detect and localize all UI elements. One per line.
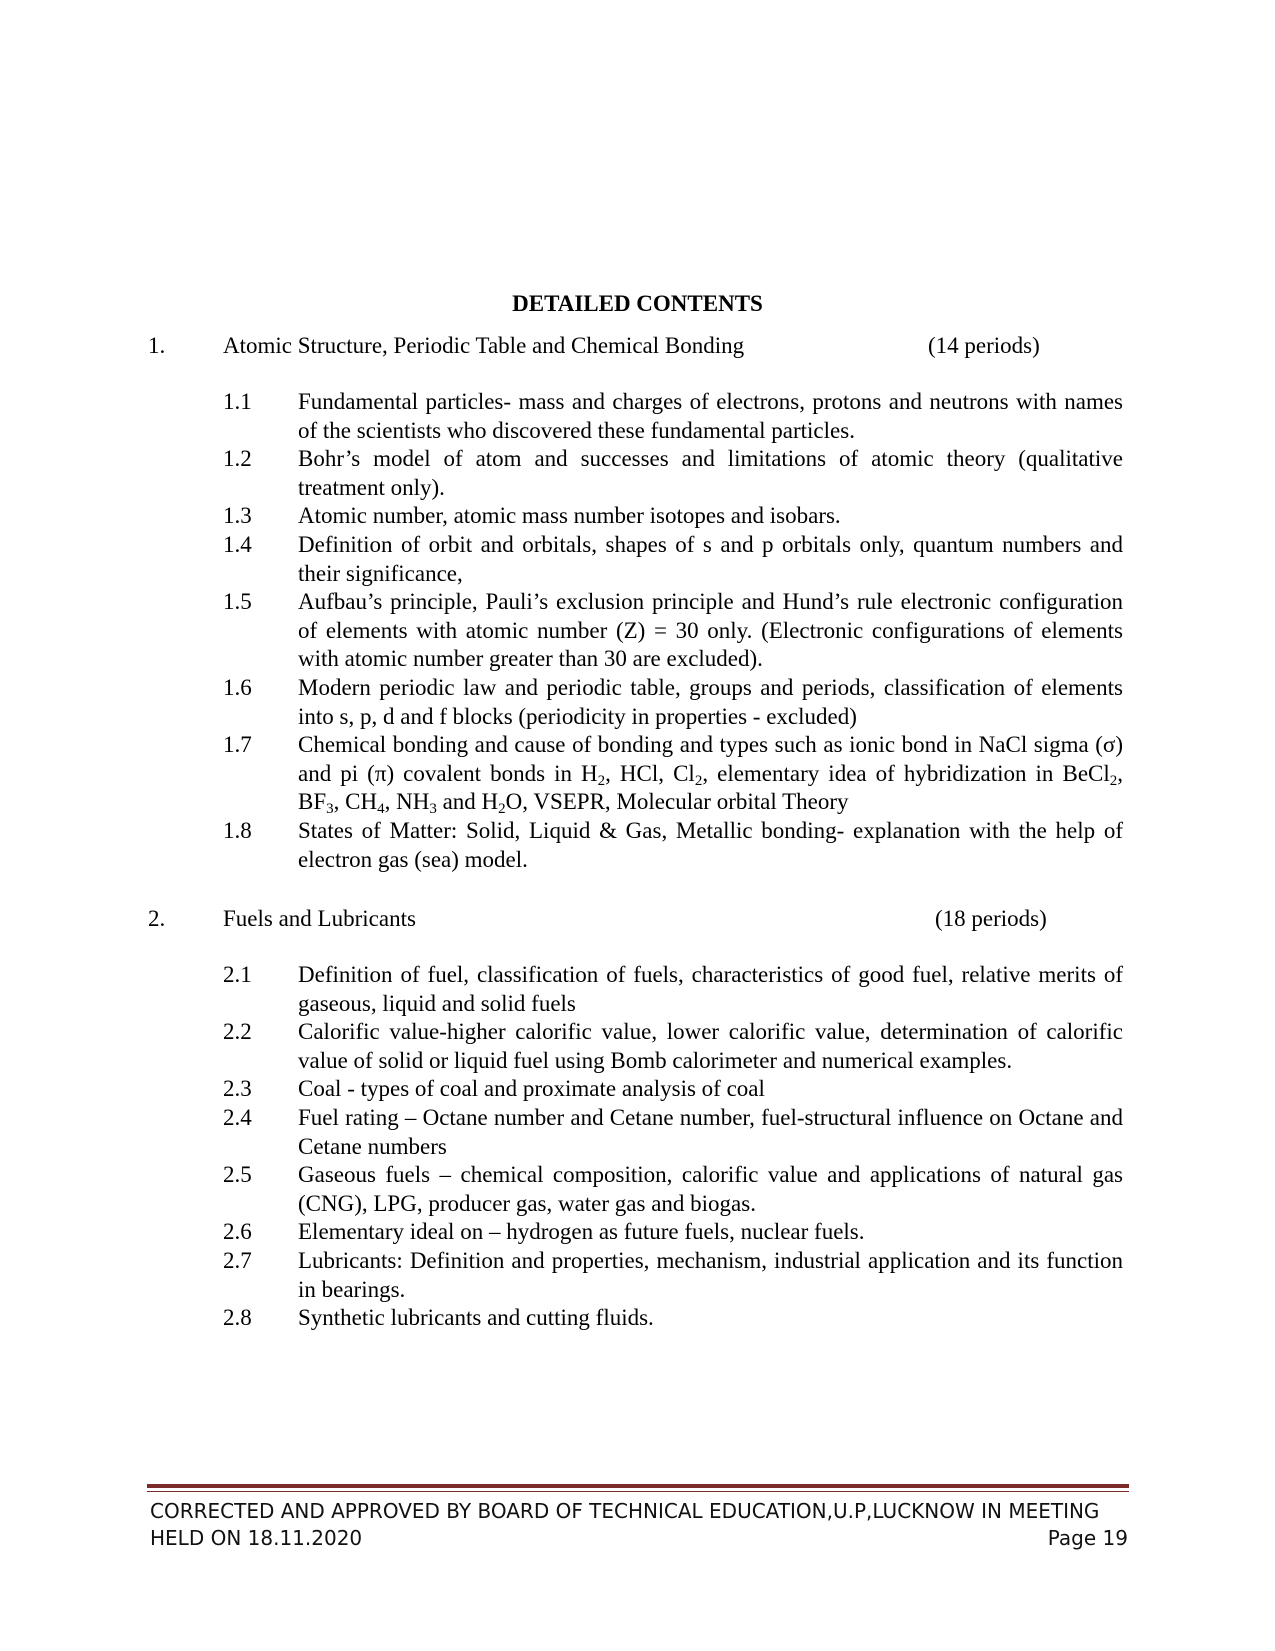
item-text: Lubricants: Definition and properties, mechanism, industrial application and its function in bearings. (298, 1247, 1123, 1302)
item-number: 2.7 (223, 1247, 252, 1273)
list-item (148, 388, 1128, 445)
item-number: 1.7 (223, 732, 252, 758)
item-text: Aufbau’s principle, Pauli’s exclusion principle and Hund’s rule electronic configuration of elements with atomic number (Z) = 30 only. (Electronic configurations of elements with atomic number greater than 30 are excluded). (298, 589, 1123, 672)
list-item (148, 445, 1128, 502)
item-text: Definition of orbit and orbitals, shapes of s and p orbitals only, quantum numbers and their significance, (298, 531, 1123, 586)
item-number: 2.4 (223, 1104, 252, 1130)
item-text: Coal - types of coal and proximate analysis of coal (298, 1076, 765, 1102)
item-text: Synthetic lubricants and cutting fluids. (298, 1305, 654, 1331)
list-item (148, 1161, 1128, 1218)
list-item (148, 588, 1128, 674)
item-number: 1.5 (223, 589, 252, 615)
list-item (148, 502, 1128, 531)
item-text: Calorific value-higher calorific value, lower calorific value, determination of calorific value of solid or liquid fuel using Bomb calorimeter and numerical examples. (298, 1019, 1123, 1073)
item-number: 2.8 (223, 1305, 252, 1331)
item-text: Modern periodic law and periodic table, groups and periods, classification of elements into s, p, d and f blocks (periodicity in properties - excluded) (298, 674, 1123, 729)
item-text: Elementary ideal on – hydrogen as future fuels, nuclear fuels. (298, 1219, 865, 1245)
section-heading (148, 332, 1128, 360)
topic-list (148, 961, 1128, 1333)
item-number: 1.2 (223, 446, 252, 472)
item-number: 1.8 (223, 817, 252, 843)
topic-list (148, 388, 1128, 874)
list-item (148, 1304, 1128, 1333)
footer-divider-thin (147, 1491, 1129, 1492)
footer-divider (147, 1484, 1129, 1488)
list-item (148, 1247, 1128, 1304)
list-item (148, 731, 1128, 817)
item-text: Definition of fuel, classification of fuels, characteristics of good fuel, relative merits of gaseous, liquid and solid fuels (298, 962, 1123, 1016)
page-number: Page 19 (1047, 1526, 1128, 1550)
footer-meeting-date: HELD ON 18.11.2020 (150, 1526, 363, 1550)
list-item (148, 1104, 1128, 1161)
section-periods: (14 periods) (928, 333, 1040, 358)
list-item (148, 961, 1128, 1018)
item-number: 1.4 (223, 531, 252, 557)
section-number: 2. (148, 906, 166, 931)
item-number: 1.6 (223, 674, 252, 700)
footer-approval-line: CORRECTED AND APPROVED BY BOARD OF TECHNICAL EDUCATION,U.P,LUCKNOW IN MEETING (150, 1499, 1100, 1523)
item-number: 2.3 (223, 1076, 252, 1102)
list-item (148, 1218, 1128, 1247)
section-title: Fuels and Lubricants (223, 906, 416, 931)
section-periods: (18 periods) (935, 906, 1047, 931)
section-atomic-structure (148, 332, 1128, 874)
item-text: Chemical bonding and cause of bonding and types such as ionic bond in NaCl sigma (σ) and pi (π) covalent bonds in $H_2$, HCl, $Cl_2$, elementary idea of hybridization in BeCl$_2$, $BF_3$, $CH_4$, $NH_3$ and $H_2O$, VSEPR, Molecular orbital Theory (298, 732, 1124, 818)
item-number: 1.3 (223, 503, 252, 529)
item-number: 2.2 (223, 1019, 252, 1045)
list-item (148, 1075, 1128, 1104)
list-item (148, 1018, 1128, 1075)
item-text: Bohr’s model of atom and successes and limitations of atomic theory (qualitative treatment only). (298, 446, 1123, 500)
item-text: Gaseous fuels – chemical composition, calorific value and applications of natural gas (CNG), LPG, producer gas, water gas and biogas. (298, 1162, 1123, 1216)
item-number: 2.6 (223, 1219, 252, 1245)
item-text: Atomic number, atomic mass number isotopes and isobars. (298, 503, 841, 529)
section-title: Atomic Structure, Periodic Table and Chemical Bonding (223, 333, 745, 358)
section-number: 1. (148, 333, 166, 358)
page-title: DETAILED CONTENTS (512, 291, 763, 316)
item-text: Fundamental particles- mass and charges of electrons, protons and neutrons with names of the scientists who discovered these fundamental particles. (298, 389, 1123, 443)
item-text: Fuel rating – Octane number and Cetane number, fuel-structural influence on Octane and Cetane numbers (298, 1104, 1123, 1159)
section-heading (148, 905, 1128, 933)
item-text: States of Matter: Solid, Liquid & Gas, Metallic bonding- explanation with the help of electron gas (sea) model. (298, 817, 1123, 872)
list-item (148, 531, 1128, 588)
item-number: 2.5 (223, 1162, 252, 1188)
list-item (148, 674, 1128, 731)
page-footer (150, 1498, 1128, 1552)
item-number: 1.1 (223, 389, 252, 414)
list-item (148, 817, 1128, 874)
item-number: 2.1 (223, 962, 252, 987)
section-fuels-lubricants (148, 905, 1128, 1333)
